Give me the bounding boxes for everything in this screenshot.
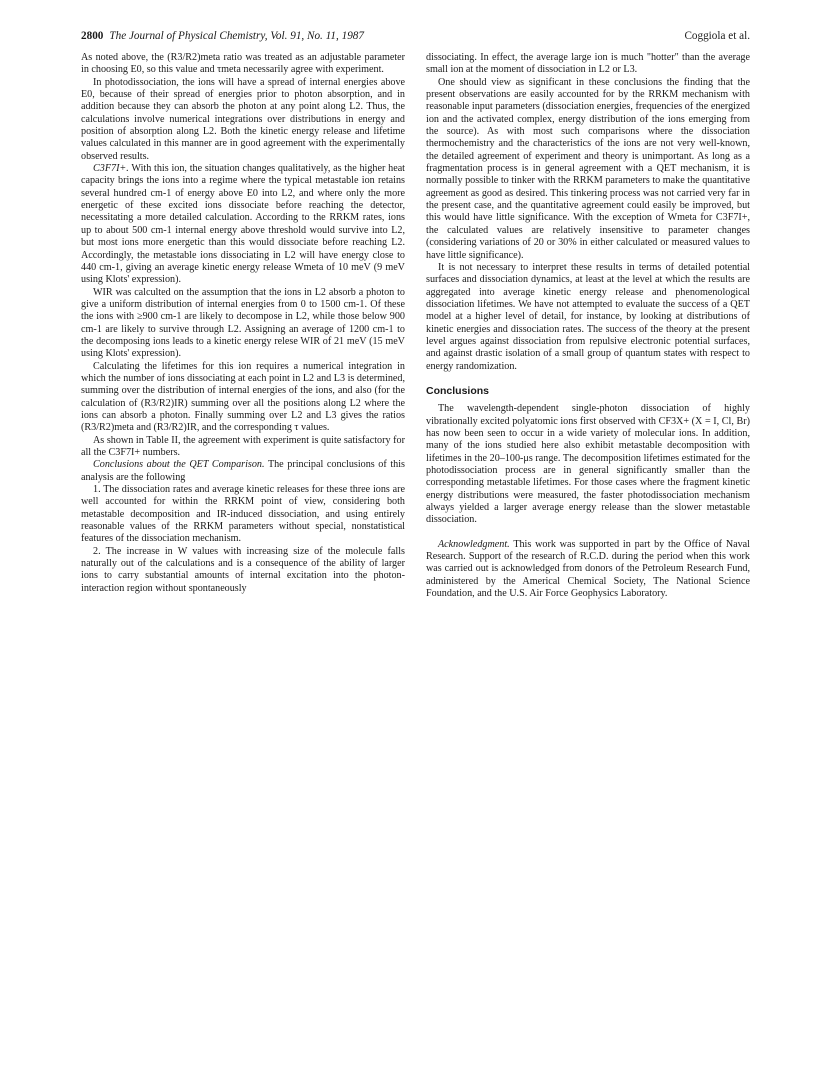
paragraph-text: This work was supported in part by the Office of Naval Research. Support of the research of R.C.D. during the period when this work was carried out is acknowledged from donors of the Petroleum Research Fund, administered by the Americal Chemical Society, The National Science Foundation, and the U.S. Air Force Geophysics Laboratory. xyxy=(426,538,750,600)
paragraph xyxy=(81,163,405,286)
section-heading: Conclusions xyxy=(426,384,490,397)
paragraph: As noted above, the (R3/R2)meta ratio was treated as an adjustable parameter in choosing E0, so this value and τmeta necessarily agree with experiment. xyxy=(81,52,405,76)
paragraph: Calculating the lifetimes for this ion requires a numerical integration in which the number of ions dissociating at each point in L2 and L3 is determined, summing over the distribution of internal energies of the ions, and also (for the calculation of (R3/R2)IR) summing over all the positions along L2 where the ions can absorb a photon. Finally summing over L2 and L3 gives the ratios (R3/R2)meta and (R3/R2)IR, and the corresponding τ values. xyxy=(81,360,405,434)
paragraph-text: With this ion, the situation changes qualitatively, as the higher heat capacity brings the ions into a regime where the typical metastable ion retains several hundred cm-1 of energy above E0 into L2, and where only the more energetic of these excited ions dissociate before reaching the detector, necessitating a more detailed calculation. According to the RRKM rates, ions up to about 500 cm-1 internal energy above threshold would survive into L2, but most ions more energetic than this would dissociate before reaching L2. Accordingly, the metastable ions dissociating in L2 will have energy close to 440 cm-1, giving an average kinetic energy release Wmeta of 10 meV (9 meV using Klots' expression). xyxy=(81,163,405,286)
run-in-heading: Conclusions about the QET Comparison. xyxy=(93,459,265,471)
paragraph: It is not necessary to interpret these results in terms of detailed potential surfaces and dissociation dynamics, at least at the level at which the results are aggregated into average kinetic energy release and phenomenological dissociation lifetimes. We have not attempted to evaluate the success of a QET model at a higher level of detail, for instance, by looking at distributions of kinetic energies and dissociation rates. The success of the theory at the present level argues against dissociation from repulsive electronic potential surfaces, and against drastic isolation of a small group of quantum states with respect to energy randomization. xyxy=(426,261,750,372)
journal-citation: The Journal of Physical Chemistry, Vol. 91, No. 11, 1987 xyxy=(109,30,364,42)
page-number: 2800 xyxy=(81,30,104,42)
run-in-heading: C3F7I+. xyxy=(93,163,129,175)
left-column xyxy=(81,52,405,595)
run-in-heading: Acknowledgment. xyxy=(438,538,510,550)
paragraph: As shown in Table II, the agreement with experiment is quite satisfactory for all the C3F7I+ numbers. xyxy=(81,434,405,458)
paragraph xyxy=(81,459,405,484)
running-header xyxy=(81,30,750,42)
header-left xyxy=(81,30,364,42)
header-authors: Coggiola et al. xyxy=(684,30,750,42)
paragraph: WIR was calculted on the assumption that the ions in L2 absorb a photon to give a uniform distribution of internal energies from 0 to 1500 cm-1. Of these the ions with ≥900 cm-1 are likely to decompose in L2, while those below 900 cm-1 are likely to survive through L2. Assigning an average of 1200 cm-1 to the decomposing ions leads to a kinetic energy relese WIR of 21 meV (15 meV using Klots' expression). xyxy=(81,286,405,360)
paragraph-text: The principal conclusions of this analysis are the following xyxy=(81,459,405,483)
paragraph: In photodissociation, the ions will have a spread of internal energies above E0, because of their spread of energies prior to photon absorption, and in addition because they can absorb the photon at any point along L2. Thus, the calculations involve numerical integrations over distributions in energy and position of absorption along L2. Both the kinetic energy release and lifetime values calculated in this manner are in good agreement with the experimentally observed results. xyxy=(81,76,405,162)
paragraph: 1. The dissociation rates and average kinetic releases for these three ions are well accounted for within the RRKM point of view, considering both metastable decomposition and IR-induced dissociation, and using entirely reasonable values of the RRKM parameters without special, nonstatistical features of the dissociation mechanism. xyxy=(81,484,405,545)
paragraph: The wavelength-dependent single-photon dissociation of highly vibrationally excited polyatomic ions first observed with CF3X+ (X = I, Cl, Br) has now been seen to occur in a wide variety of molecular ions. In addition, many of the ions studied here also exhibit metastable decomposition with lifetimes in the 20–100-μs range. The decomposition lifetimes estimated for the photodissociation process are in general significantly smaller than the corresponding metastable lifetimes. For those cases where the fragment kinetic energy distributions were measured, the faster photodissociation mechanism always yielded a larger average energy release than the slower metastable dissociation. xyxy=(426,403,750,526)
paragraph: 2. The increase in W values with increasing size of the molecule falls naturally out of the calculations and is a consequence of the ability of larger ions to carry substantial amounts of internal excitation into the photon-interaction region without spontaneously xyxy=(81,545,405,594)
paragraph: One should view as significant in these conclusions the finding that the present observations are easily accounted for by the RRKM mechanism with reasonable input parameters (dissociation energies, frequencies of the energized ion and the activated complex, energy distribution of the ions emerging from the source). As with most such comparisons where the dissociation thermochemistry and the characteristics of the ions are not very well-known, the detailed agreement of experiment and theory is unimportant. As long as a fragmentation process is in general agreement with a QET mechanism, it is normally possible to tinker with the RRKM parameters to make the quantitative agreement as good as desired. This tinkering process was not carried very far in the present case, and the quantitative agreement could easily be improved, but this would have little significance. With the exception of Wmeta for C3F7I+, the calculated values are relatively insensitive to parameter changes (considering variations of 20 or 30% in either calculated or measured values to have little significance). xyxy=(426,76,750,261)
acknowledgment xyxy=(426,539,750,601)
paragraph: dissociating. In effect, the average large ion is much "hotter" than the average small ion at the moment of dissociation in L2 or L3. xyxy=(426,52,750,76)
right-column xyxy=(426,52,750,600)
